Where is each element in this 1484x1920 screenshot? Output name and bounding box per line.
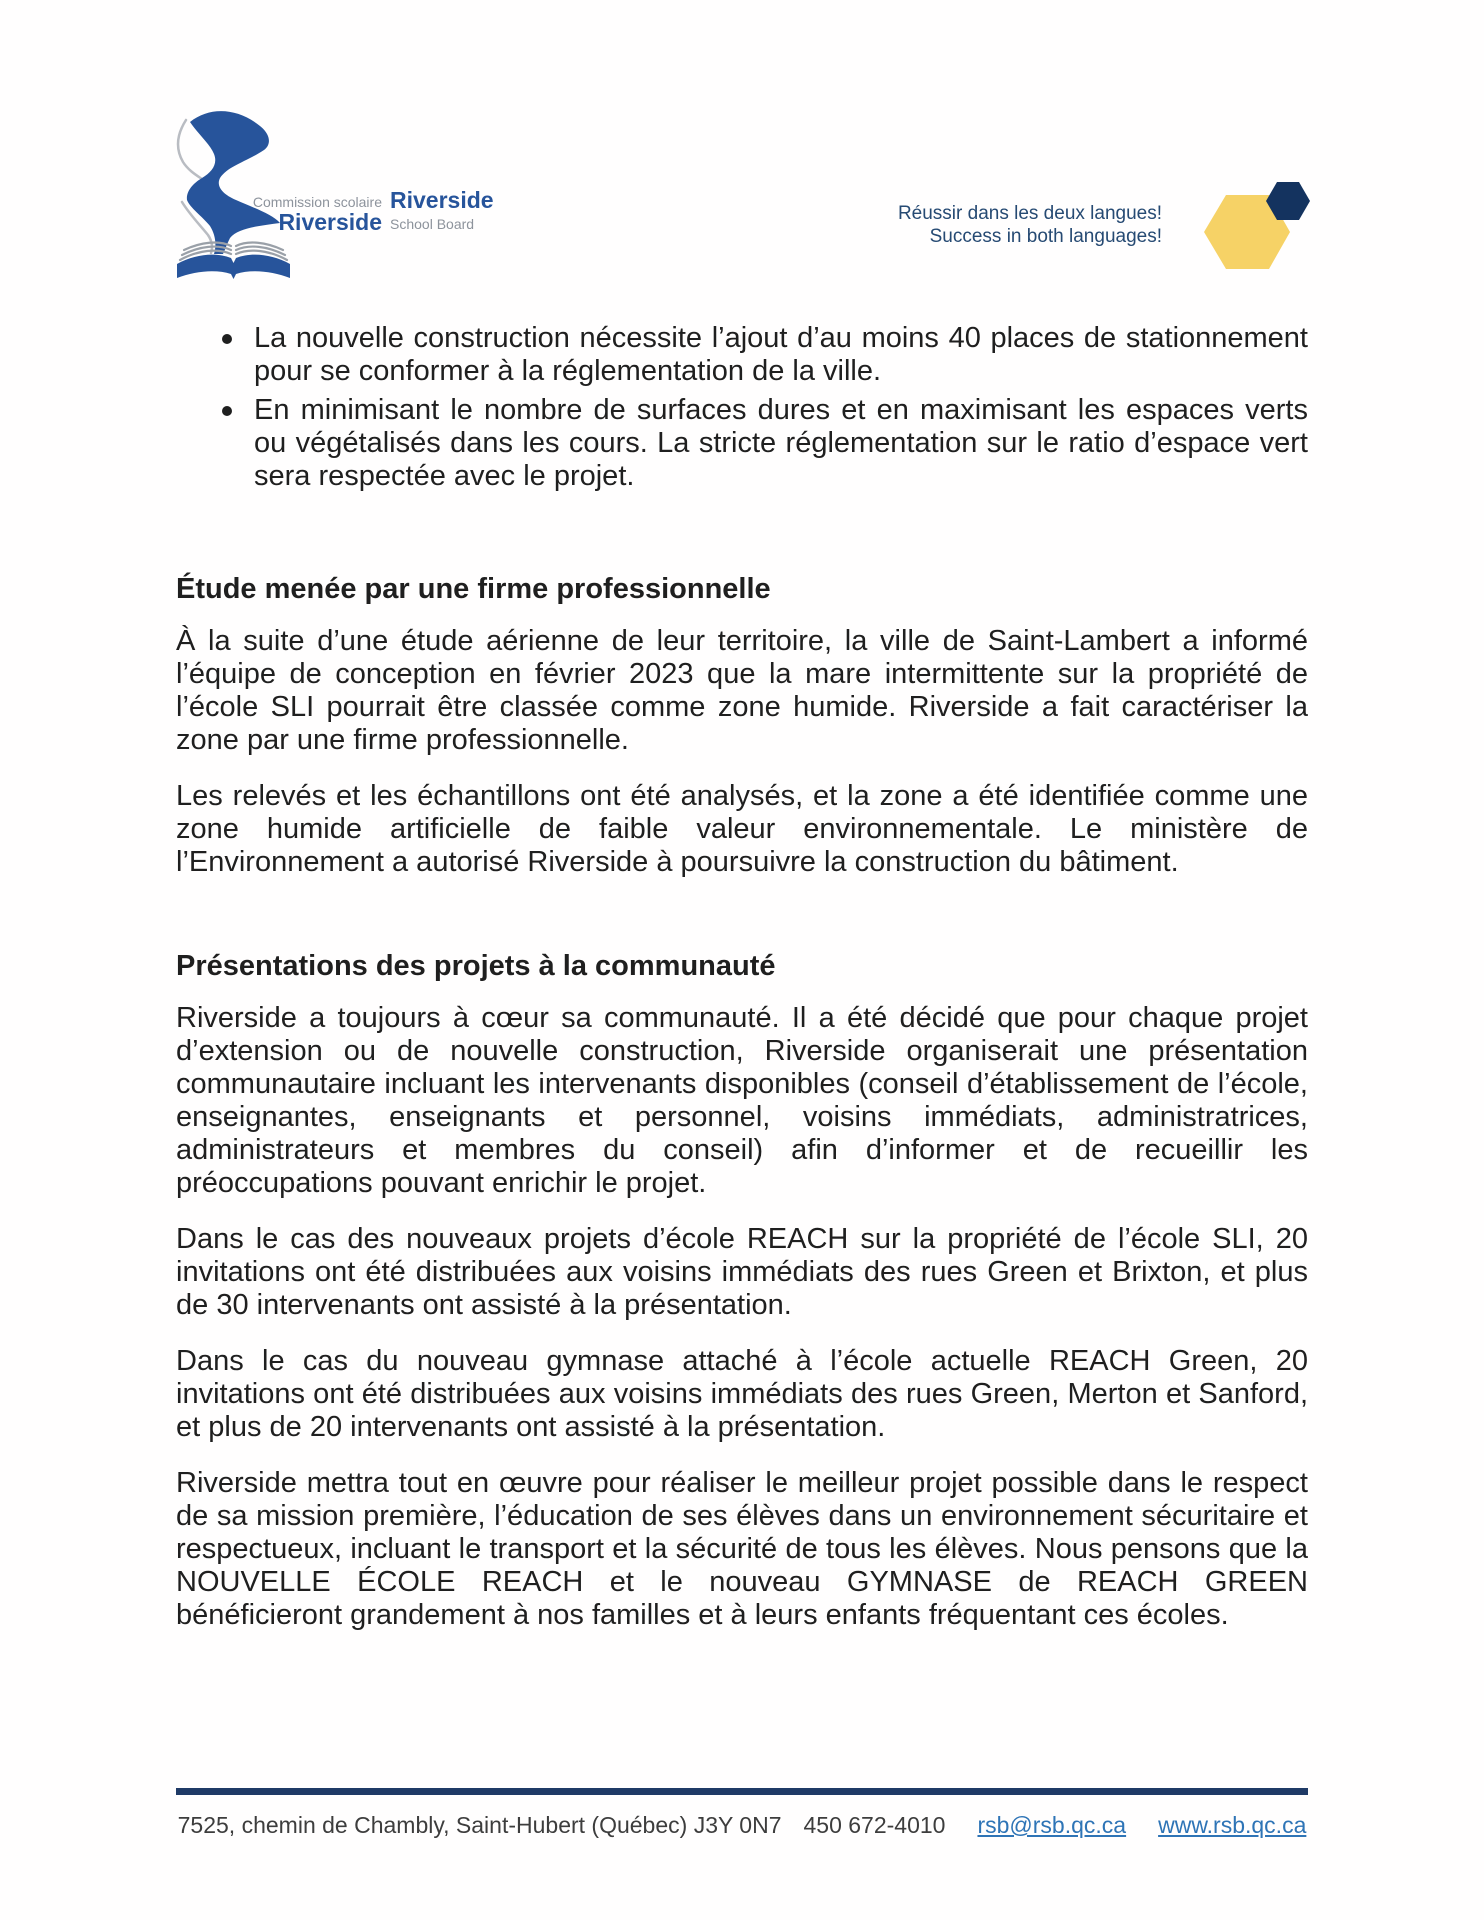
bullet-text: En minimisant le nombre de surfaces dures et en maximisant les espaces verts ou végétalisés dans les cours. La stricte réglementation sur le ratio d’espace vert sera respectée avec le projet.	[254, 394, 1308, 492]
footer	[0, 1810, 1484, 1840]
hexagon-logo	[1200, 175, 1315, 275]
list-item	[176, 322, 1308, 388]
paragraph: Riverside a toujours à cœur sa communauté. Il a été décidé que pour chaque projet d’extension ou de nouvelle construction, Riverside organiserait une présentation communautaire incluant les intervenants disponibles (conseil d’établissement de l’école, enseignantes, enseignants et personnel, voisins immédiats, administratrices, administrateurs et membres du conseil) afin d’informer et de recueillir les préoccupations pouvant enrichir le projet.	[176, 1002, 1308, 1199]
footer-divider	[176, 1788, 1308, 1795]
tagline-french: Réussir dans les deux langues!	[897, 203, 1162, 224]
footer-address: 7525, chemin de Chambly, Saint-Hubert (Québec) J3Y 0N7	[177, 1812, 782, 1838]
logo-riverside-fr-label: Riverside	[390, 187, 494, 213]
logo-school-board-label: School Board	[390, 216, 475, 232]
riverside-logo	[140, 88, 520, 298]
section-heading-presentations: Présentations des projets à la communauté	[176, 950, 776, 982]
paragraph: À la suite d’une étude aérienne de leur territoire, la ville de Saint-Lambert a informé l’équipe de conception en février 2023 que la mare intermittente sur la propriété de l’école SLI pourrait être classée comme zone humide. Riverside a fait caractériser la zone par une firme professionnelle.	[176, 625, 1308, 756]
tagline	[898, 202, 1162, 248]
list-item	[176, 394, 1308, 493]
bullet-icon	[222, 334, 232, 344]
section-heading-etude: Étude menée par une firme professionnelle	[176, 573, 771, 605]
footer-website-link[interactable]: www.rsb.qc.ca	[1158, 1812, 1307, 1838]
closing-paragraph: Riverside mettra tout en œuvre pour réaliser le meilleur projet possible dans le respect de sa mission première, l’éducation de ses élèves dans un environnement sécuritaire et respectueux, incluant le transport et la sécurité de tous les élèves. Nous pensons que la NOUVELLE ÉCOLE REACH et le nouveau GYMNASE de REACH GREEN bénéficieront grandement à nos familles et à leurs enfants fréquentant ces écoles.	[176, 1467, 1308, 1631]
bullet-list	[176, 322, 1308, 493]
logo-commission-scolaire-label: Commission scolaire	[252, 194, 382, 210]
footer-email-link[interactable]: rsb@rsb.qc.ca	[977, 1812, 1127, 1838]
logo-riverside-en-label: Riverside	[278, 209, 382, 235]
tagline-english: Success in both languages!	[929, 226, 1162, 247]
paragraph: Les relevés et les échantillons ont été analysés, et la zone a été identifiée comme une zone humide artificielle de faible valeur environnementale. Le ministère de l’Environnement a autorisé Riverside à poursuivre la construction du bâtiment.	[176, 780, 1308, 878]
paragraph: Dans le cas des nouveaux projets d’école REACH sur la propriété de l’école SLI, 20 invitations ont été distribuées aux voisins immédiats des rues Green et Brixton, et plus de 30 intervenants ont assisté à la présentation.	[176, 1223, 1308, 1321]
river-swoosh-icon	[178, 111, 280, 254]
footer-phone: 450 672-4010	[803, 1812, 946, 1838]
bullet-text: La nouvelle construction nécessite l’ajout d’au moins 40 places de stationnement pour se conformer à la réglementation de la ville.	[254, 322, 1308, 387]
open-book-icon	[177, 243, 290, 279]
document-body	[176, 322, 1308, 1655]
paragraph: Dans le cas du nouveau gymnase attaché à l’école actuelle REACH Green, 20 invitations ont été distribuées aux voisins immédiats des rues Green, Merton et Sanford, et plus de 20 intervenants ont assisté à la présentation.	[176, 1345, 1308, 1443]
bullet-icon	[222, 406, 232, 416]
